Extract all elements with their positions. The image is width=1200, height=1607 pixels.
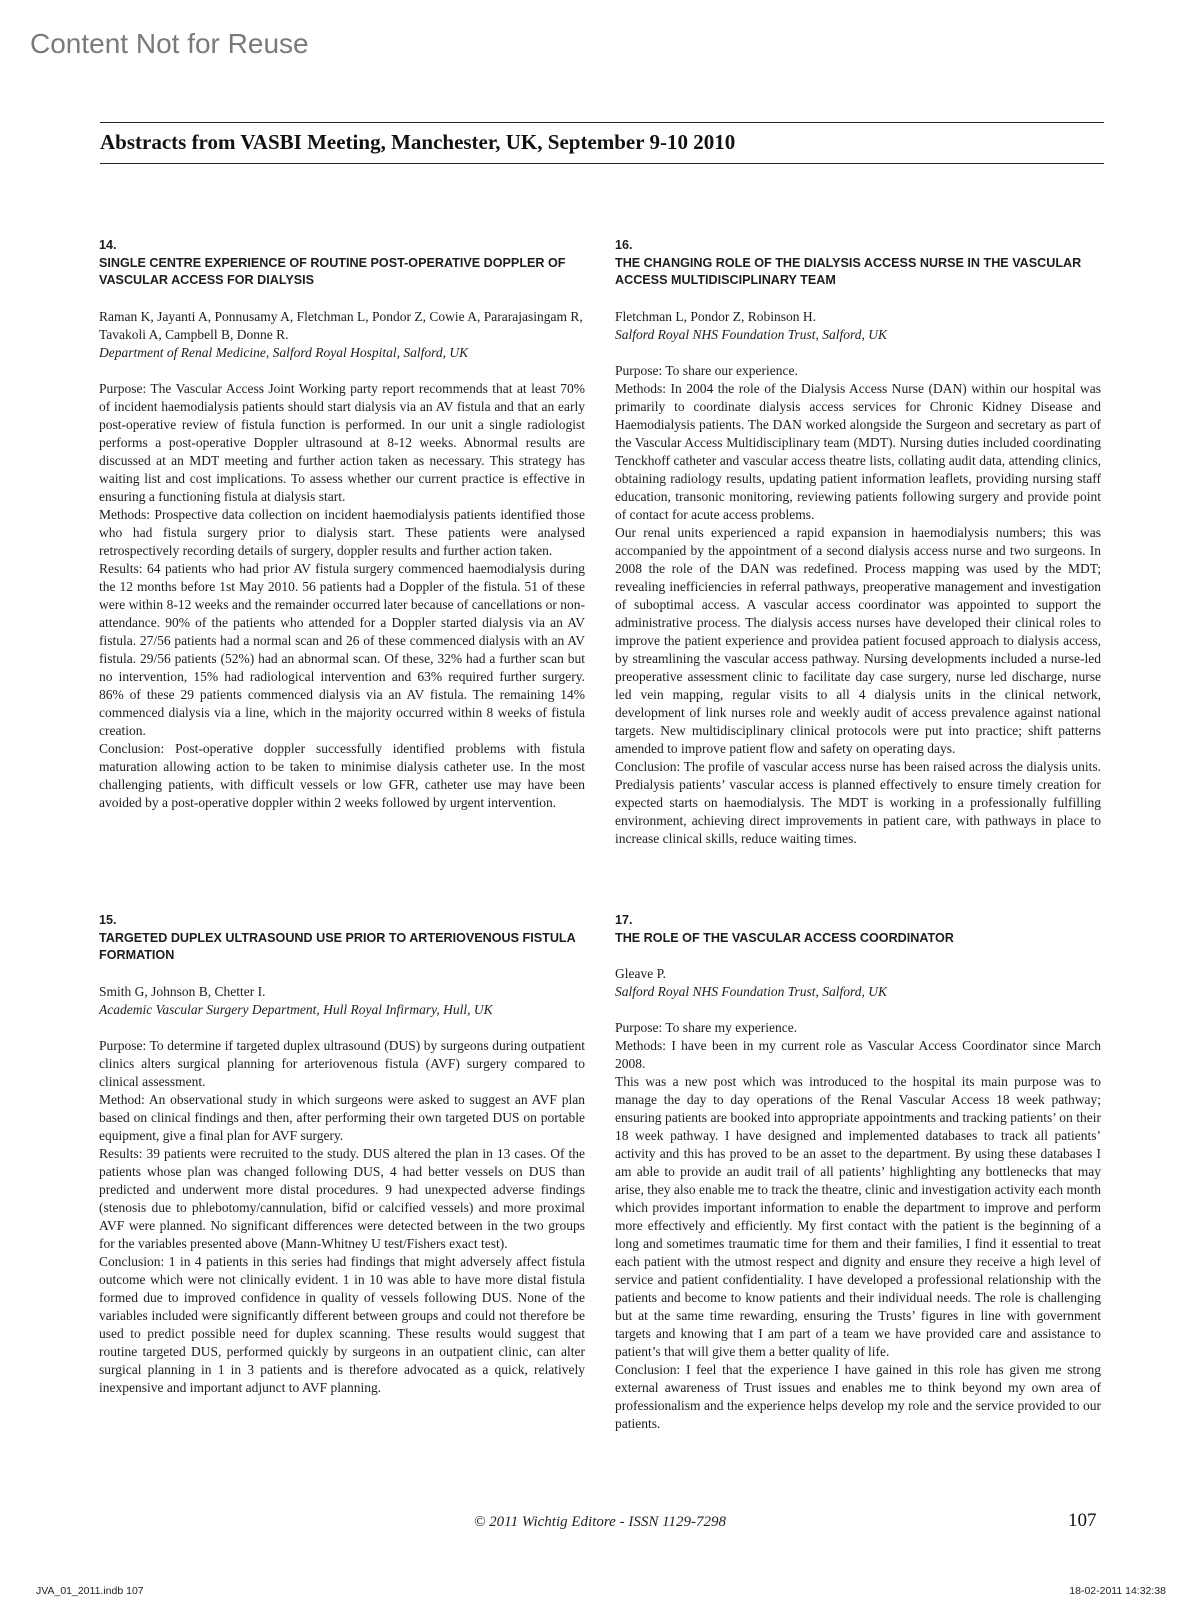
abstract-title: SINGLE CENTRE EXPERIENCE OF ROUTINE POST-OPERATIVE DOPPLER OF VASCULAR ACCESS FOR DIALYSIS — [99, 255, 566, 287]
abstract-17 — [615, 912, 1101, 1433]
abstract-title: THE ROLE OF THE VASCULAR ACCESS COORDINATOR — [615, 930, 954, 945]
abstract-number: 15. — [99, 913, 117, 927]
abstract-16 — [615, 237, 1101, 848]
watermark: Content Not for Reuse — [30, 28, 309, 59]
copyright-footer: © 2011 Wichtig Editore - ISSN 1129-7298 — [474, 1514, 726, 1530]
abstract-authors: Raman K, Jayanti A, Ponnusamy A, Fletchman L, Pondor Z, Cowie A, Pararajasingam R, Tavakoli A, Campbell B, Donne R. — [99, 308, 583, 342]
abstract-conclusion: Conclusion: Post-operative doppler successfully identified problems with fistula maturation allowing action to be taken to minimise dialysis catheter use. In the most challenging patients, with difficult vessels or low GFR, catheter use may have been avoided by a post-operative doppler within 2 weeks followed by urgent intervention. — [99, 740, 585, 810]
abstract-method: Method: An observational study in which surgeons were asked to suggest an AVF plan based on clinical findings and then, after performing their own targeted DUS on portable equipment, give a final plan for AVF surgery. — [99, 1091, 585, 1143]
abstract-title: TARGETED DUPLEX ULTRASOUND USE PRIOR TO ARTERIOVENOUS FISTULA FORMATION — [99, 930, 576, 962]
abstract-purpose: Purpose: The Vascular Access Joint Working party report recommends that at least 70% of incident haemodialysis patients should start dialysis via an AV fistula and that an early post-operative review of fistula function is performed. In our unit a single radiologist performs a post-operative Doppler ultrasound at 8-12 weeks. Abnormal results are discussed at an MDT meeting and further action taken as necessary. This strategy has waiting list and cost implications. To assess whether our current practice is effective in ensuring a functioning fistula at dialysis start. — [99, 380, 585, 504]
abstract-methods: Methods: I have been in my current role as Vascular Access Coordinator since March 2008. — [615, 1038, 1101, 1071]
abstract-methods: Methods: Prospective data collection on incident haemodialysis patients identified those who had fistula surgery prior to dialysis start. These patients were analysed retrospectively recording details of surgery, doppler results and further action taken. — [99, 506, 585, 558]
abstract-15 — [99, 912, 585, 1397]
page-number: 107 — [1068, 1510, 1097, 1531]
abstract-affiliation: Department of Renal Medicine, Salford Royal Hospital, Salford, UK — [99, 344, 469, 360]
abstract-title: THE CHANGING ROLE OF THE DIALYSIS ACCESS NURSE IN THE VASCULAR ACCESS MULTIDISCIPLINARY TEAM — [615, 255, 1082, 287]
abstract-purpose: Purpose: To share my experience. — [615, 1020, 798, 1035]
header-rule-top — [100, 122, 1104, 123]
abstract-number: 16. — [615, 238, 633, 252]
abstract-authors: Fletchman L, Pondor Z, Robinson H. — [615, 308, 816, 324]
abstract-affiliation: Salford Royal NHS Foundation Trust, Salford, UK — [615, 326, 888, 342]
abstract-results: Results: 64 patients who had prior AV fistula surgery commenced haemodialysis during the 12 months before 1st May 2010. 56 patients had a Doppler of the fistula. 51 of these were within 8-12 weeks and the remainder occurred later because of cancellations or non-attendance. 90% of the patients who attended for a Doppler started dialysis via an AV fistula. 27/56 patients had a normal scan and 26 of these commenced dialysis with an AV fistula. 29/56 patients (52%) had an abnormal scan. Of these, 32% had a further scan but no intervention, 15% had radiological intervention and 63% required further surgery. 86% of these 29 patients commenced dialysis via an AV fistula. The remaining 14% commenced dialysis via a line, which in the majority occurred within 8 weeks of fistula creation. — [99, 560, 585, 738]
abstract-number: 14. — [99, 238, 117, 252]
abstract-body: This was a new post which was introduced to the hospital its main purpose was to manage the day to day operations of the Renal Vascular Access 18 week pathway; ensuring patients are booked into appropriate appointments and tracking patients’ on their 18 week pathway. I have designed and implemented databases to track all patients’ activity and this has proved to be an asset to the department. By using these databases I am able to provide an audit trail of all patients’ highlighting any bottlenecks that may arise, they also enable me to track the theatre, clinic and investigation activity each month which provides important information to enable the department to improve and perform more effectively and efficiently. My first contact with the patient is the beginning of a long and sometimes traumatic time for them and their families, I find it essential to treat each patient with the utmost respect and dignity and ensure they receive a high level of service and patient confidentiality. I have developed a professional relationship with the patients and become to know patients and their individual needs. The role is challenging but at the same time rewarding, ensuring the Trusts’ figures in line with government targets and knowing that I am part of a team we have provided care and assistance to patient’s that will give them a better quality of life. — [615, 1074, 1101, 1359]
abstract-body: Our renal units experienced a rapid expansion in haemodialysis numbers; this was accompanied by the appointment of a second dialysis access nurse and two surgeons. In 2008 the role of the DAN was redefined. Process mapping was used by the MDT; revealing inefficiencies in referral pathways, preoperative management and investigation of suboptimal access. A vascular access coordinator was appointed to support the administrative process. The dialysis access nurses have developed their clinical roles to improve the patient experience and providea patient focused approach to dialysis access, by streamlining the vascular access pathway. Nursing developments included a nurse-led preoperative assessment clinic to facilitate day case surgery, nurse led discharge, nurse led vein mapping, regular visits to all 4 dialysis units in the clinical network, development of link nurses role and weekly audit of access prevalence against national targets. New multidisciplinary clinical protocols were put into practice; shift patterns amended to improve patient flow and safety on operating days. — [615, 524, 1101, 756]
abstract-results: Results: 39 patients were recruited to the study. DUS altered the plan in 13 cases. Of the patients whose plan was changed following DUS, 4 had better vessels on DUS than predicted and underwent more distal procedures. 9 had unexpected adverse findings (stenosis due to phlebotomy/cannulation, bifid or calcified vessels) and more proximal AVF were planned. No significant differences were detected between in the two groups for the variables presented above (Mann-Whitney U test/Fishers exact test). — [99, 1145, 585, 1251]
abstract-number: 17. — [615, 913, 633, 927]
abstract-purpose: Purpose: To share our experience. — [615, 362, 798, 378]
abstract-affiliation: Academic Vascular Surgery Department, Hull Royal Infirmary, Hull, UK — [99, 1001, 493, 1017]
print-file-info: JVA_01_2011.indb 107 — [36, 1585, 144, 1597]
page-title: Abstracts from VASBI Meeting, Manchester, UK, September 9-10 2010 — [100, 130, 736, 154]
abstract-conclusion: Conclusion: 1 in 4 patients in this series had findings that might adversely affect fistula outcome which were not clinically evident. 1 in 10 was able to have more distal fistula formed due to improved confidence in quality of vessels following DUS. None of the variables included were significantly different between groups and could not therefore be used to predict possible need for duplex scanning. These results would suggest that routine targeted DUS, performed quickly by surgeons in an outpatient clinic, can alter surgical planning in 1 in 3 patients and is therefore advocated as a quick, relatively inexpensive and important adjunct to AVF planning. — [99, 1253, 585, 1395]
header-rule-bottom — [100, 163, 1104, 164]
abstract-purpose: Purpose: To determine if targeted duplex ultrasound (DUS) by surgeons during outpatient clinics alters surgical planning for arteriovenous fistula (AVF) surgery compared to clinical assessment. — [99, 1037, 585, 1089]
print-timestamp: 18-02-2011 14:32:38 — [1069, 1585, 1166, 1597]
abstract-authors: Smith G, Johnson B, Chetter I. — [99, 983, 266, 999]
abstract-conclusion: Conclusion: The profile of vascular access nurse has been raised across the dialysis units. Predialysis patients’ vascular access is planned effectively to ensure timely creation for expected starts on haemodialysis. The MDT is working in a professionally fulfilling environment, achieving direct improvements in patient care, with pathways in place to increase clinical skills, reduce waiting times. — [615, 758, 1101, 846]
abstract-authors: Gleave P. — [615, 966, 666, 981]
abstract-methods: Methods: In 2004 the role of the Dialysis Access Nurse (DAN) within our hospital was primarily to coordinate dialysis access services for Chronic Kidney Disease and Haemodialysis patients. The DAN worked alongside the Surgeon and secretary as part of the Vascular Access Multidisciplinary team (MDT). Nursing duties included coordinating Tenckhoff catheter and vascular access theatre lists, collating audit data, attending clinics, obtaining radiology results, updating patient information leaflets, providing nursing staff education, transonic monitoring, reviewing patients following surgery and provide point of contact for acute access problems. — [615, 380, 1101, 522]
abstract-14 — [99, 237, 585, 812]
abstract-affiliation: Salford Royal NHS Foundation Trust, Salford, UK — [615, 984, 888, 999]
abstract-conclusion: Conclusion: I feel that the experience I have gained in this role has given me strong external awareness of Trust issues and enables me to think beyond my own area of professionalism and the experience helps develop my role and the service provided to our patients. — [615, 1362, 1101, 1431]
